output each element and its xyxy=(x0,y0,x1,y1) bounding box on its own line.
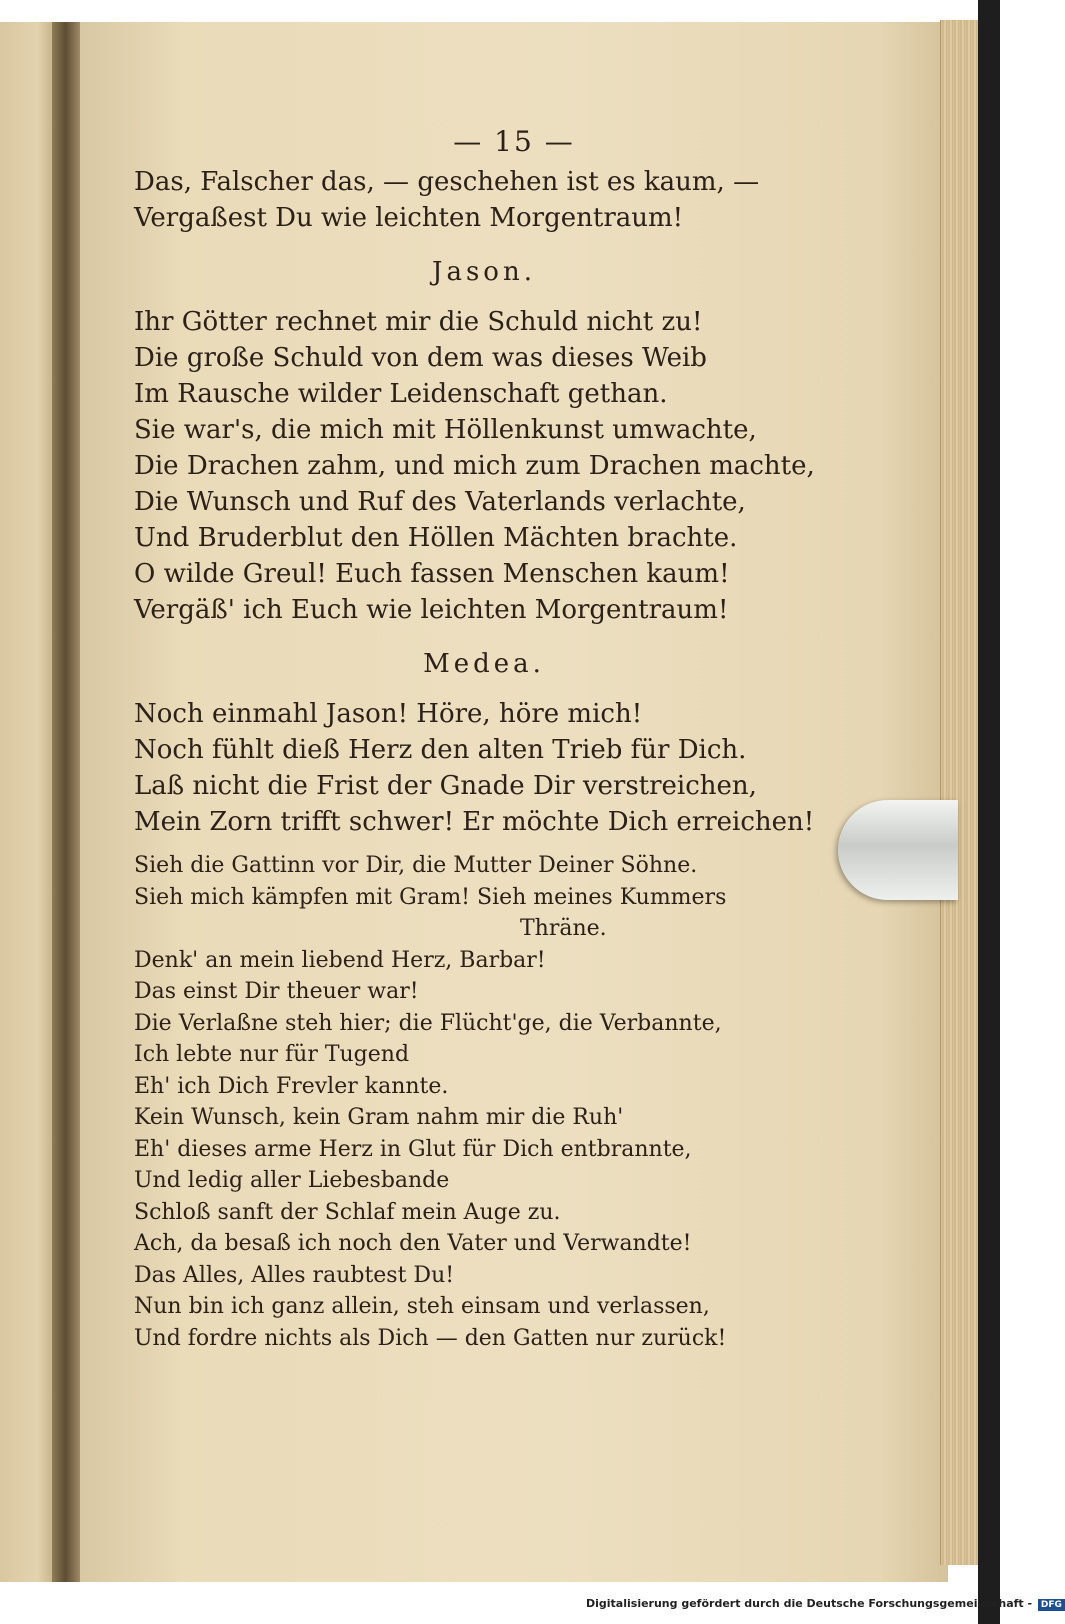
song-line-continuation: Thräne. xyxy=(520,916,607,941)
song-line: Sieh mich kämpfen mit Gram! Sieh meines Kummers xyxy=(134,884,727,910)
verse-line: Die große Schuld von dem was dieses Weib xyxy=(134,343,707,373)
scanner-background xyxy=(978,0,1000,1624)
verse-line: Mein Zorn trifft schwer! Er möchte Dich erreichen! xyxy=(134,807,815,837)
page-edges xyxy=(940,20,981,1565)
song-line: Das einst Dir theuer war! xyxy=(134,979,419,1004)
verse-line: Die Wunsch und Ruf des Vaterlands verlachte, xyxy=(134,487,746,517)
song-line: Denk' an mein liebend Herz, Barbar! xyxy=(134,947,546,973)
song-line: Schloß sanft der Schlaf mein Auge zu. xyxy=(134,1199,561,1225)
verse-line: Vergäß' ich Euch wie leichten Morgentraum! xyxy=(134,595,729,625)
page-text xyxy=(134,120,834,1354)
song-line: Ach, da besaß ich noch den Vater und Verwandte! xyxy=(134,1231,692,1256)
song-line: Sieh die Gattinn vor Dir, die Mutter Deiner Söhne. xyxy=(134,853,698,878)
verse-block-medea xyxy=(134,696,834,840)
digitization-credit xyxy=(586,1597,1062,1611)
song-line: Und ledig aller Liebesbande xyxy=(134,1168,450,1193)
dfg-logo: DFG xyxy=(1038,1599,1065,1611)
verse-line: Vergaßest Du wie leichten Morgentraum! xyxy=(134,203,684,233)
song-line: Eh' dieses arme Herz in Glut für Dich entbrannte, xyxy=(134,1136,692,1162)
verse-line: Im Rausche wilder Leidenschaft gethan. xyxy=(134,379,668,409)
verse-line: O wilde Greul! Euch fassen Menschen kaum! xyxy=(134,559,730,589)
verse-line: Die Drachen zahm, und mich zum Drachen machte, xyxy=(134,451,815,481)
speaker-heading-medea: Medea. xyxy=(423,649,545,679)
credit-text: Digitalisierung gefördert durch die Deutsche Forschungsgemeinschaft - xyxy=(586,1597,1033,1610)
verse-line: Ihr Götter rechnet mir die Schuld nicht zu! xyxy=(134,307,703,337)
song-block xyxy=(134,850,834,1354)
verse-block-opening xyxy=(134,164,834,236)
song-line: Die Verlaßne steh hier; die Flücht'ge, die Verbannte, xyxy=(134,1010,722,1036)
song-line: Das Alles, Alles raubtest Du! xyxy=(134,1262,455,1288)
verse-line: Das, Falscher das, — geschehen ist es kaum, — xyxy=(134,167,760,197)
song-line: Kein Wunsch, kein Gram nahm mir die Ruh' xyxy=(134,1105,624,1130)
verse-line: Noch fühlt dieß Herz den alten Trieb für Dich. xyxy=(134,735,747,765)
page-clip xyxy=(838,800,958,900)
verse-line: Noch einmahl Jason! Höre, höre mich! xyxy=(134,699,643,729)
song-line: Eh' ich Dich Frevler kannte. xyxy=(134,1073,449,1099)
page-number: — 15 — xyxy=(453,125,575,158)
verse-line: Sie war's, die mich mit Höllenkunst umwachte, xyxy=(134,415,757,445)
song-line: Und fordre nichts als Dich — den Gatten nur zurück! xyxy=(134,1325,727,1351)
verse-line: Und Bruderblut den Höllen Mächten brachte. xyxy=(134,523,738,553)
speaker-heading-jason: Jason. xyxy=(432,257,536,287)
verse-line: Laß nicht die Frist der Gnade Dir verstreichen, xyxy=(134,771,757,801)
book-gutter xyxy=(52,22,82,1582)
song-line: Ich lebte nur für Tugend xyxy=(134,1042,410,1067)
verse-block-jason xyxy=(134,304,834,628)
song-line: Nun bin ich ganz allein, steh einsam und verlassen, xyxy=(134,1294,710,1319)
